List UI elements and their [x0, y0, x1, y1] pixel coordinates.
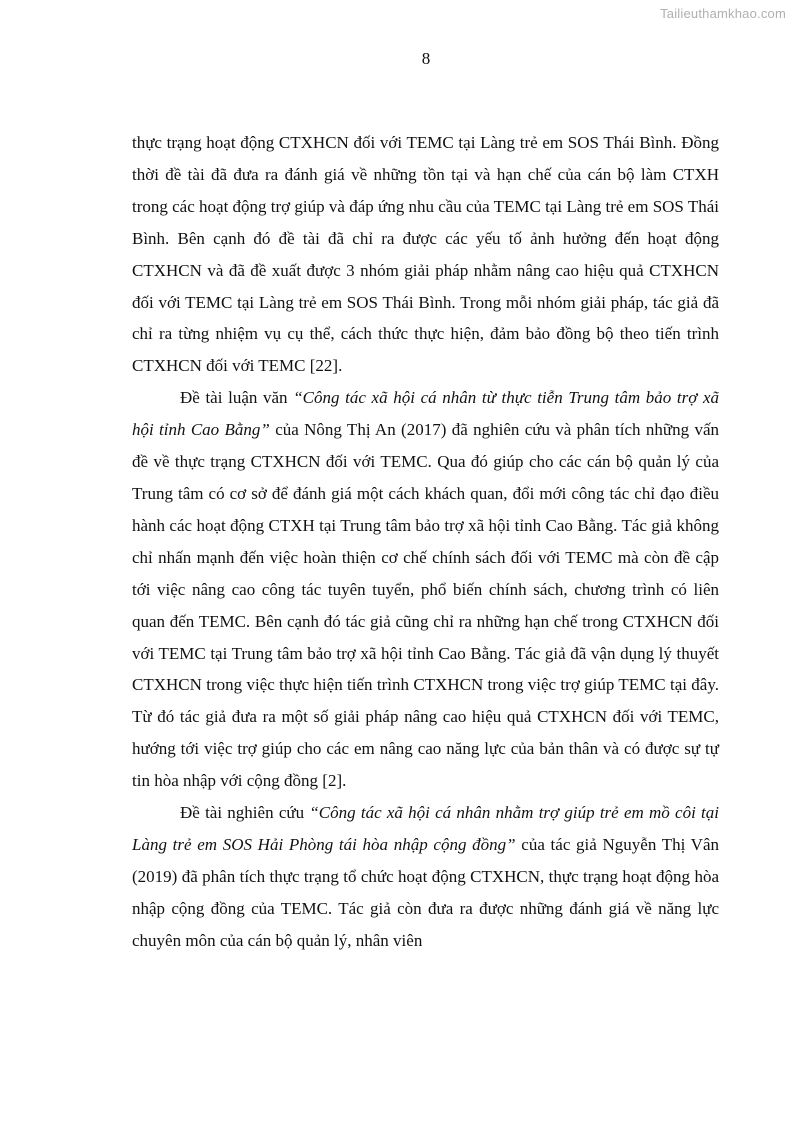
document-body — [132, 127, 719, 957]
paragraph-1 — [132, 127, 719, 382]
paragraph-3-lead: Đề tài nghiên cứu — [180, 803, 310, 823]
paragraph-2-lead: Đề tài luận văn — [180, 388, 294, 408]
paragraph-3-title-italic: “Công tác xã hội cá nhân nhằm trợ giúp trẻ em mồ côi tại Làng trẻ em SOS Hải Phòng tái hòa nhập cộng đồng” — [132, 803, 719, 854]
watermark: Tailieuthamkhao.com — [660, 6, 786, 21]
page-number: 8 — [421, 49, 431, 68]
paragraph-3 — [132, 797, 719, 957]
paragraph-2-title-italic: “Công tác xã hội cá nhân từ thực tiễn Trung tâm bảo trợ xã hội tỉnh Cao Bằng” — [132, 388, 719, 440]
paragraph-2-body: của Nông Thị An (2017) đã nghiên cứu và phân tích những vấn đề về thực trạng CTXHCN đối với TEMC. Qua đó giúp cho các cán bộ quản lý của Trung tâm có cơ sở để đánh giá một cách khách quan, đổi mới công tác chỉ đạo điều hành các hoạt động CTXH tại Trung tâm bảo trợ xã hội tỉnh Cao Bằng. Tác giả không chỉ nhấn mạnh đến việc hoàn thiện cơ chế chính sách đối với TEMC mà còn đề cập tới việc nâng cao công tác tuyên tuyển, phổ biến chính sách, chương trình có liên quan đến TEMC. Bên cạnh đó tác giả cũng chỉ ra những hạn chế trong CTXHCN đối với TEMC tại Trung tâm bảo trợ xã hội tỉnh Cao Bằng. Tác giả đã vận dụng lý thuyết CTXHCN trong việc thực hiện tiến trình CTXHCN trong việc trợ giúp TEMC tại đây. Từ đó tác giả đưa ra một số giải pháp nâng cao hiệu quả CTXHCN đối với TEMC, hướng tới việc trợ giúp cho các em nâng cao năng lực của bản thân và có được sự tự tin hòa nhập với cộng đồng [2]. — [132, 420, 719, 791]
paragraph-2 — [132, 382, 719, 797]
paragraph-1-text: thực trạng hoạt động CTXHCN đối với TEMC tại Làng trẻ em SOS Thái Bình. Đồng thời đề tài đã đưa ra đánh giá về những tồn tại và hạn chế của cán bộ làm CTXH trong các hoạt động trợ giúp và đáp ứng nhu cầu của TEMC tại Làng trẻ em SOS Thái Bình. Bên cạnh đó đề tài đã chỉ ra được các yếu tố ảnh hưởng đến hoạt động CTXHCN và đã đề xuất được 3 nhóm giải pháp nhằm nâng cao hiệu quả CTXHCN đối với TEMC tại Làng trẻ em SOS Thái Bình. Trong mỗi nhóm giải pháp, tác giả đã chỉ ra từng nhiệm vụ cụ thể, cách thức thực hiện, đảm bảo đồng bộ theo tiến trình CTXHCN đối với TEMC [22]. — [132, 133, 719, 376]
paragraph-3-body: của tác giả Nguyễn Thị Vân (2019) đã phân tích thực trạng tổ chức hoạt động CTXHCN, thực trạng hoạt động hòa nhập cộng đồng của TEMC. Tác giả còn đưa ra được những đánh giá về năng lực chuyên môn của cán bộ quản lý, nhân viên — [132, 834, 719, 950]
